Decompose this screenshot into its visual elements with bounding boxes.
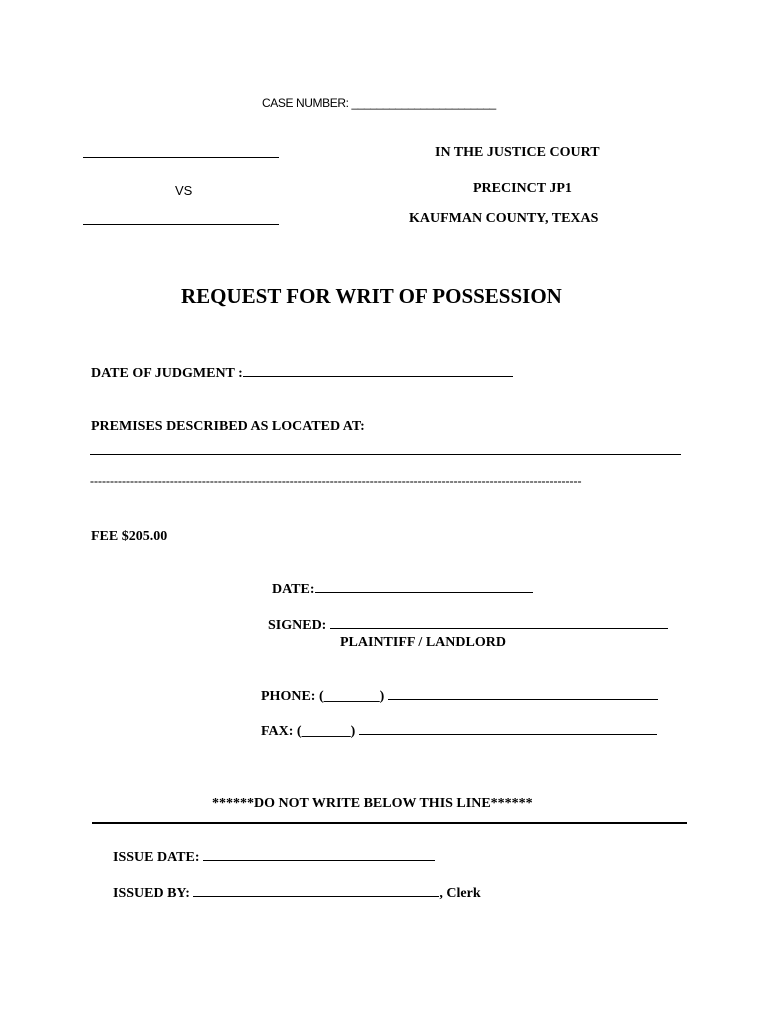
signed-row — [268, 618, 668, 634]
date-label: DATE: — [272, 582, 315, 597]
premises-label: PREMISES DESCRIBED AS LOCATED AT: — [91, 419, 365, 434]
court-name: IN THE JUSTICE COURT — [435, 145, 600, 160]
date-of-judgment-label: DATE OF JUDGMENT : — [91, 366, 243, 381]
signed-label: SIGNED: — [268, 618, 327, 633]
fax-row — [261, 724, 657, 740]
date-of-judgment-field[interactable] — [243, 375, 513, 377]
fax-label: FAX: ( — [261, 724, 302, 739]
office-use-divider — [92, 822, 687, 824]
precinct: PRECINCT JP1 — [473, 181, 572, 196]
fax-number-field[interactable] — [359, 733, 657, 735]
signature-field[interactable] — [330, 627, 668, 629]
phone-row — [261, 689, 658, 705]
fax-close-paren: ) — [350, 724, 356, 739]
defendant-name-blank[interactable] — [83, 224, 279, 225]
do-not-write-notice: ******DO NOT WRITE BELOW THIS LINE****** — [212, 796, 533, 811]
phone-area-code-field[interactable]: ________ — [323, 689, 380, 704]
phone-number-field[interactable] — [388, 698, 658, 700]
phone-close-paren: ) — [379, 689, 385, 704]
issued-by-row — [113, 886, 481, 902]
date-field[interactable] — [315, 591, 533, 593]
clerk-suffix: , Clerk — [439, 886, 481, 901]
fee-label: FEE $205.00 — [91, 529, 168, 544]
issued-by-label: ISSUED BY: — [113, 886, 190, 901]
case-number-line — [262, 96, 496, 110]
case-number-label: CASE NUMBER: — [262, 96, 349, 110]
versus-label: VS — [175, 183, 193, 198]
case-number-blank[interactable]: _______________________ — [351, 96, 496, 110]
plaintiff-name-blank[interactable] — [83, 157, 279, 158]
date-row — [272, 582, 533, 598]
issue-date-row — [113, 850, 435, 866]
fax-area-code-field[interactable]: _______ — [301, 724, 351, 739]
signer-caption: PLAINTIFF / LANDLORD — [340, 635, 506, 650]
issue-date-field[interactable] — [203, 859, 435, 861]
premises-dash-line[interactable]: --------------------------------------------------------------------------------------------------------------------------- — [90, 474, 582, 488]
phone-label: PHONE: ( — [261, 689, 324, 704]
date-of-judgment-row — [91, 366, 513, 382]
issued-by-field[interactable] — [193, 895, 439, 897]
premises-field-line[interactable] — [90, 454, 681, 455]
county: KAUFMAN COUNTY, TEXAS — [409, 211, 599, 226]
page-title: REQUEST FOR WRIT OF POSSESSION — [181, 284, 562, 308]
issue-date-label: ISSUE DATE: — [113, 850, 200, 865]
